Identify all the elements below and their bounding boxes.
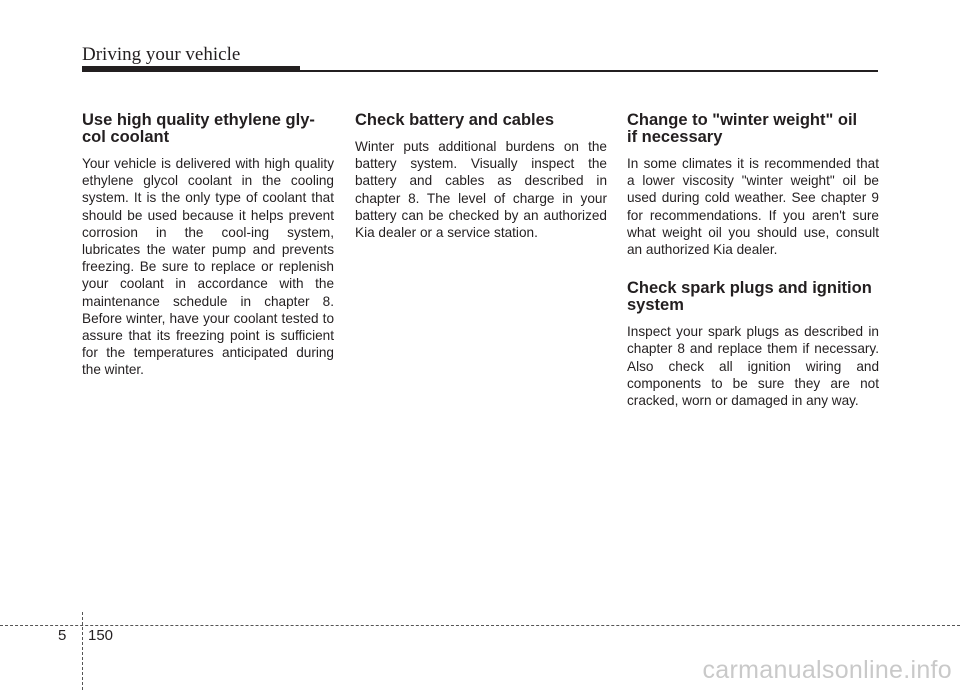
section-body: Inspect your spark plugs as described in chapter 8 and replace them if necessary. Also check all ignition wiring and components to be sure they are not cracked, worn or damaged in any way. (627, 324, 879, 409)
watermark: carmanualsonline.info (702, 656, 952, 684)
section-heading: Check spark plugs and ignition system (627, 279, 872, 315)
section-coolant (82, 112, 334, 379)
page-number: 150 (88, 627, 114, 644)
chapter-number: 5 (58, 627, 67, 644)
column-1 (82, 112, 334, 401)
header-title: Driving your vehicle (82, 44, 241, 65)
section-battery (355, 112, 607, 241)
section-spark-plugs (627, 280, 879, 409)
section-body: Winter puts additional burdens on the battery system. Visually inspect the battery and cables as described in chapter 8. The level of charge in your battery can be checked by an authorized Kia dealer or a service station. (355, 139, 607, 241)
header-rule-thin (300, 70, 878, 72)
section-heading: Change to "winter weight" oil if necessary (627, 111, 858, 146)
section-heading: Use high quality ethylene gly- col coolant (82, 111, 315, 146)
section-body: In some climates it is recommended that a lower viscosity "winter weight" oil be used during cold weather. See chapter 9 for recommendations. If you aren't sure what weight oil you should use, consult an authorized Kia dealer. (627, 156, 879, 258)
header-rule-thick (82, 66, 300, 72)
section-body: Your vehicle is delivered with high quality ethylene glycol coolant in the cooling system. It is the only type of coolant that should be used because it helps prevent corrosion in the cool-ing system, lubricates the water pump and prevents freezing. Be sure to replace or replenish your coolant in accordance with the maintenance schedule in chapter 8. Before winter, have your coolant tested to assure that its freezing point is sufficient for the temperatures anticipated during the winter. (82, 156, 334, 378)
footer-vertical-divider (82, 612, 83, 690)
column-3 (627, 112, 879, 431)
section-winter-oil (627, 112, 879, 258)
column-2 (355, 112, 607, 263)
section-heading: Check battery and cables (355, 111, 554, 129)
footer-divider (0, 625, 960, 626)
